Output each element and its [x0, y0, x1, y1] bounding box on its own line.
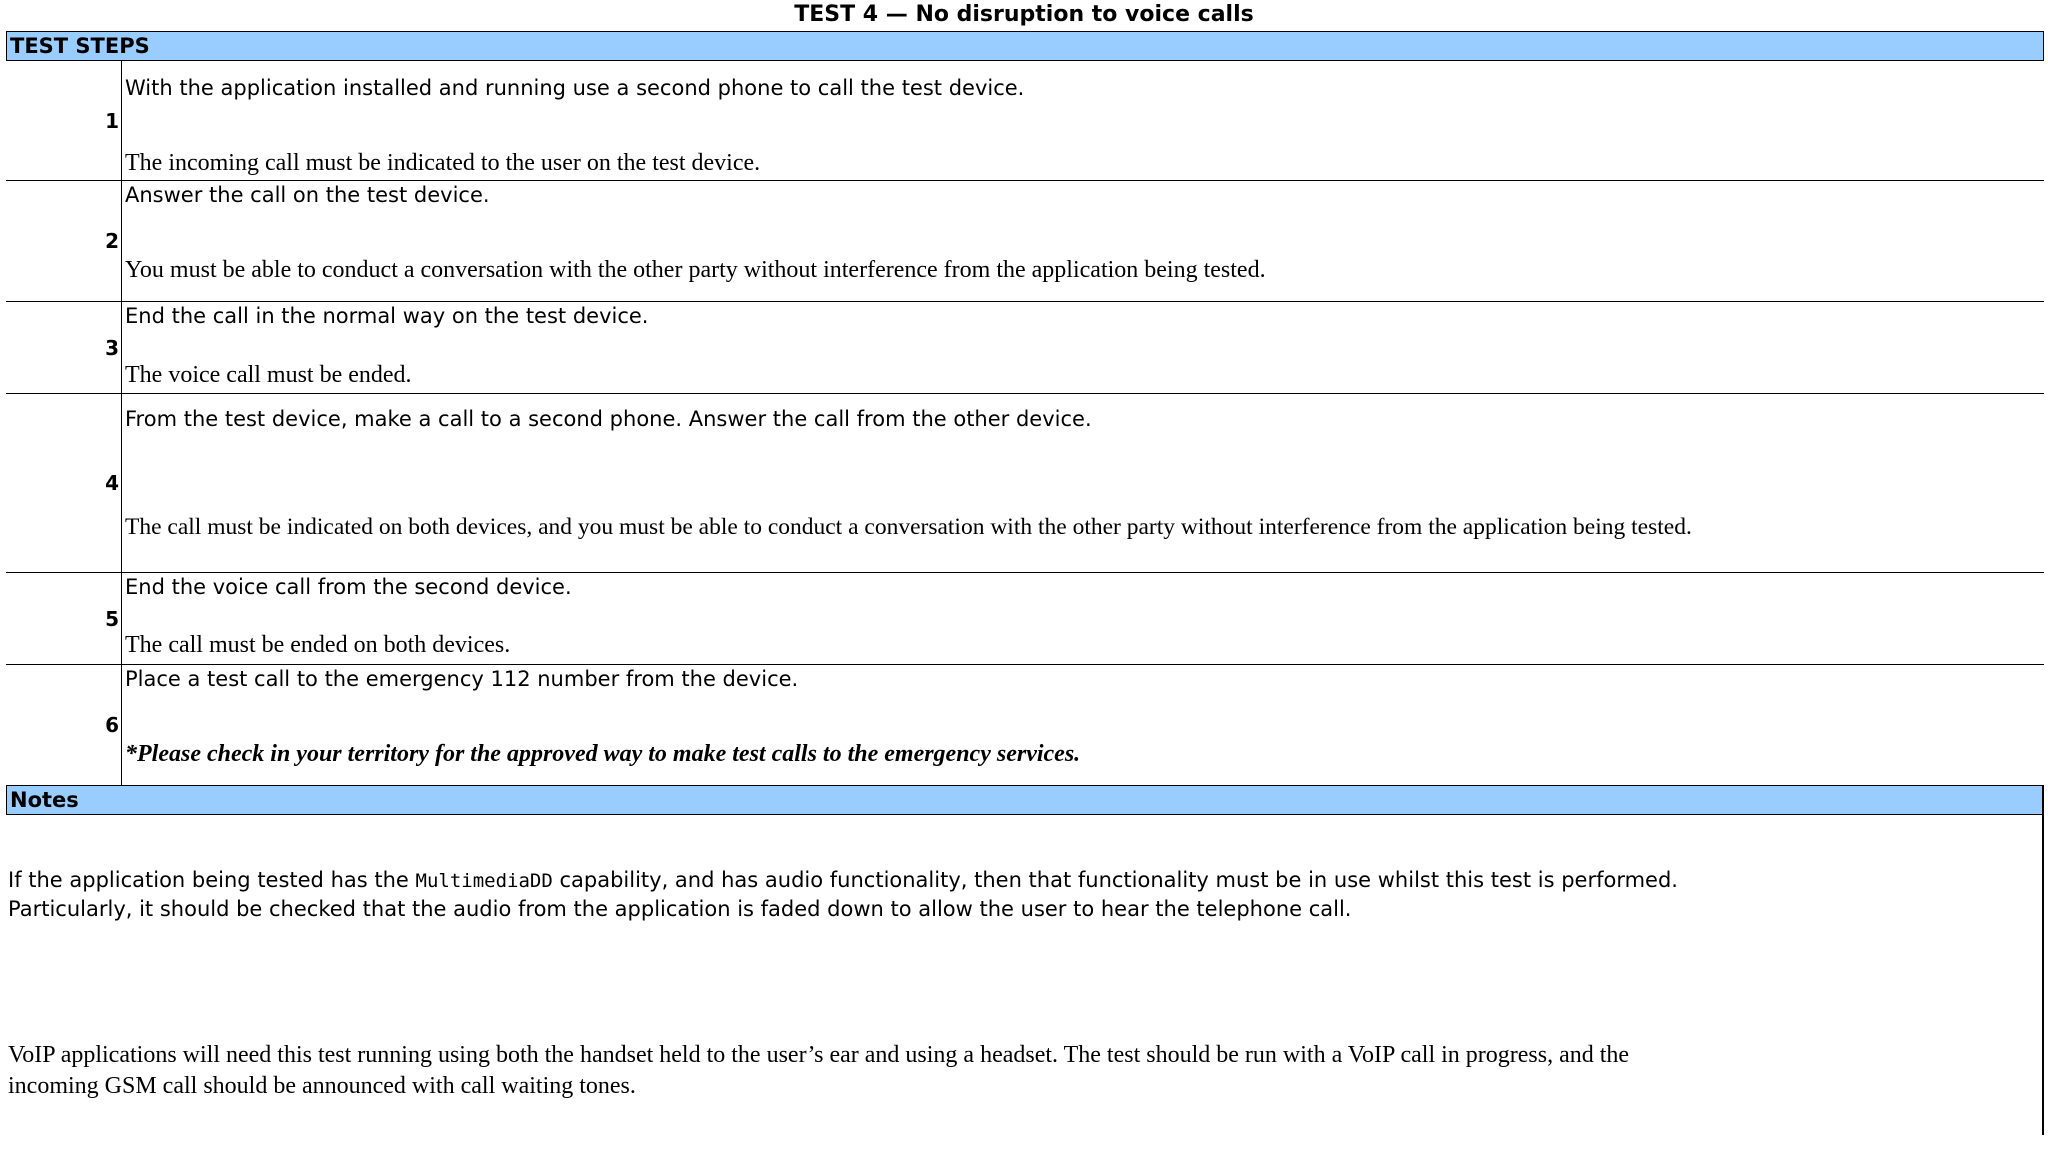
notes-paragraph-line: Particularly, it should be checked that the audio from the application is faded down to allow the user to hear the telephone call.: [8, 897, 1352, 921]
notes-text: If the application being tested has the: [8, 868, 416, 892]
step-number: 1: [6, 61, 122, 180]
step-number: 6: [6, 665, 122, 785]
step-row: [6, 302, 2044, 394]
test-steps-header: TEST STEPS: [6, 31, 2044, 61]
step-action: With the application installed and running use a second phone to call the test device.: [125, 76, 1025, 100]
step-number: 3: [6, 302, 122, 393]
step-number: 2: [6, 181, 122, 301]
step-row: [6, 394, 2044, 573]
step-number: 4: [6, 394, 122, 572]
step-action: End the voice call from the second device.: [125, 575, 572, 599]
step-row: [6, 665, 2044, 785]
step-expected-result: The incoming call must be indicated to the user on the test device.: [125, 150, 761, 176]
capability-code: MultimediaDD: [415, 870, 553, 892]
notes-text: capability, and has audio functionality, then that functionality must be in use whilst this test is performed.: [552, 868, 1678, 892]
notes-header: Notes: [6, 785, 2044, 815]
step-row: [6, 61, 2044, 181]
step-expected-result: The call must be ended on both devices.: [125, 632, 511, 658]
document-title: TEST 4 — No disruption to voice calls: [794, 2, 1254, 27]
test-steps-table: [6, 61, 2044, 785]
step-action: End the call in the normal way on the test device.: [125, 304, 649, 328]
notes-paragraph-line: VoIP applications will need this test running using both the handset held to the user’s ear and using a headset. The test should be run with a VoIP call in progress, and the: [8, 1042, 1630, 1068]
page-border: [2042, 785, 2044, 1135]
step-expected-result: You must be able to conduct a conversation with the other party without interference from the application being tested.: [125, 257, 1266, 283]
step-action: From the test device, make a call to a second phone. Answer the call from the other device.: [125, 407, 1092, 431]
step-expected-result: *Please check in your territory for the approved way to make test calls to the emergency services.: [125, 741, 1081, 767]
step-action: Place a test call to the emergency 112 number from the device.: [125, 667, 799, 691]
step-number: 5: [6, 573, 122, 664]
step-row: [6, 573, 2044, 665]
step-expected-result: The voice call must be ended.: [125, 362, 412, 388]
notes-paragraph-line: incoming GSM call should be announced with call waiting tones.: [8, 1073, 636, 1099]
notes-paragraph-line: [8, 868, 1678, 892]
step-action: Answer the call on the test device.: [125, 183, 490, 207]
step-row: [6, 181, 2044, 302]
step-expected-result: The call must be indicated on both devices, and you must be able to conduct a conversation with the other party without interference from the application being tested.: [125, 514, 1692, 540]
